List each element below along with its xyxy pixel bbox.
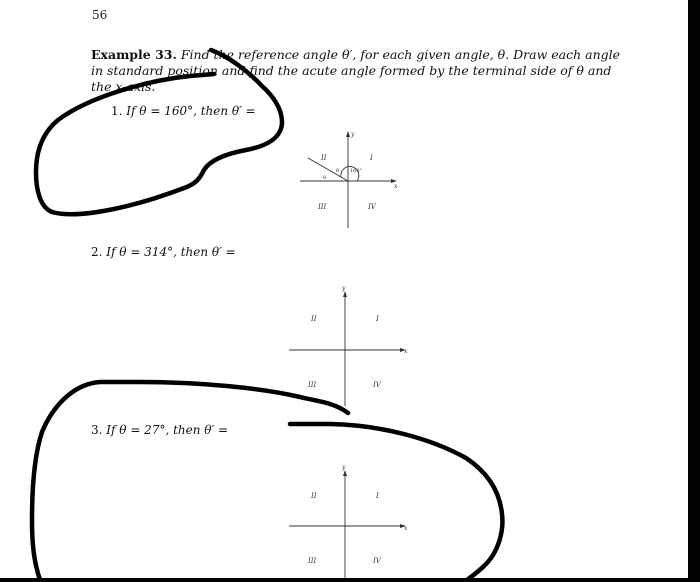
diagram-1-terminal-side — [308, 158, 348, 181]
problem-2-text: If θ = 314°, then θ′ = — [106, 245, 236, 259]
ink-stroke-1 — [36, 50, 282, 214]
diagram-1-y-arrow — [346, 131, 350, 137]
diagram-2 — [289, 285, 408, 406]
diagram-2-quadrant-ii: II — [311, 315, 317, 323]
diagram-1-theta-label: θ — [336, 168, 340, 174]
diagram-3-quadrant-iv: IV — [373, 557, 381, 565]
problem-3-text: If θ = 27°, then θ′ = — [106, 423, 229, 437]
diagram-2-quadrant-i: I — [376, 315, 379, 323]
diagram-1-angle-label: 160° — [350, 168, 363, 174]
diagram-3-y-label: y — [342, 464, 346, 471]
ink-stroke-3 — [290, 424, 502, 580]
diagram-2-quadrant-iii: III — [308, 381, 317, 389]
screen-edge-right — [688, 0, 700, 582]
diagram-1-quadrant-iii: III — [318, 203, 327, 211]
diagram-3-quadrant-ii: II — [311, 492, 317, 500]
diagram-3-quadrant-i: I — [376, 492, 379, 500]
diagram-1-quadrant-ii: II — [321, 154, 327, 162]
example-heading: Example 33. — [91, 47, 177, 62]
diagram-1-x-label: x — [394, 183, 398, 190]
diagram-1-theta-prime-label: θ′ — [323, 175, 328, 181]
diagram-2-x-label: x — [404, 348, 408, 355]
problem-1-text: If θ = 160°, then θ′ = — [126, 104, 256, 118]
ink-stroke-2 — [32, 382, 348, 580]
diagram-3-quadrant-iii: III — [308, 557, 317, 565]
diagram-3 — [289, 464, 408, 578]
diagram-1-quadrant-i: I — [370, 154, 373, 162]
diagram-3-x-label: x — [404, 525, 408, 532]
diagram-1 — [300, 131, 398, 228]
problem-1-number: 1. — [111, 104, 123, 118]
page-number: 56 — [92, 8, 108, 22]
diagram-2-quadrant-iv: IV — [373, 381, 381, 389]
diagram-1-y-label: y — [351, 131, 355, 138]
diagram-2-y-label: y — [342, 285, 346, 292]
problem-3-number: 3. — [91, 423, 103, 437]
problem-2-number: 2. — [91, 245, 103, 259]
example-text: Find the reference angle θ′, for each given angle, θ. Draw each angle in standard position and find the acute angle formed by the terminal side of θ and the x-axis. — [91, 47, 621, 94]
screen-edge-bottom — [0, 578, 688, 582]
diagram-1-quadrant-iv: IV — [368, 203, 376, 211]
